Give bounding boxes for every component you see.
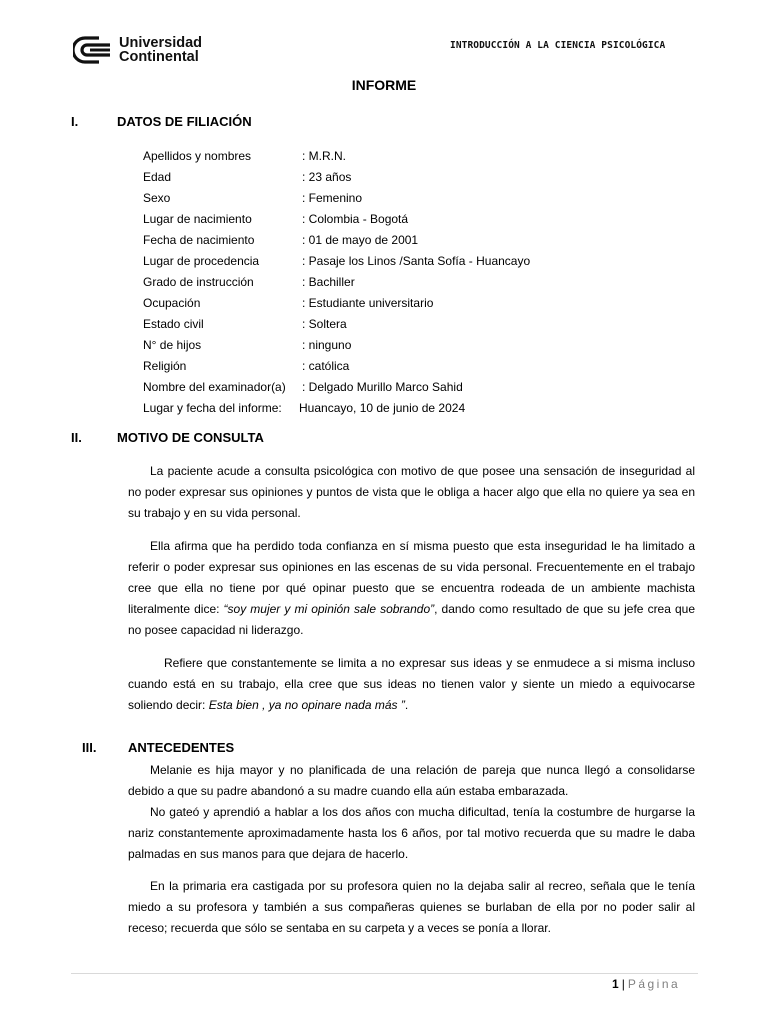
antecedentes-paragraph-2 bbox=[128, 802, 695, 865]
page-label: Página bbox=[627, 977, 681, 991]
document-title: INFORME bbox=[351, 77, 417, 93]
filiation-row bbox=[143, 211, 623, 232]
paragraph-text: En la primaria era castigada por su profesora quien no la dejaba salir al recreo, señala que le tenía miedo a su profesora y también a sus compañeras quienes se burlaban de ella por no poder salir al receso; recuerda que sólo se sentaba en su carpeta y a veces se ponía a llorar. bbox=[128, 879, 695, 935]
field-value: : Bachiller bbox=[302, 275, 355, 289]
field-label: N° de hijos bbox=[143, 338, 202, 352]
antecedentes-paragraph-3 bbox=[128, 876, 695, 939]
field-value: : Colombia - Bogotá bbox=[302, 212, 409, 226]
field-value: : 23 años bbox=[302, 170, 352, 184]
field-label: Ocupación bbox=[143, 296, 201, 310]
field-label: Nombre del examinador(a) bbox=[143, 380, 286, 394]
filiation-row bbox=[143, 400, 623, 421]
paragraph-text: , dando como resultado de que su jefe crea que no posee capacidad ni liderazgo. bbox=[128, 602, 696, 637]
footer-divider bbox=[71, 973, 698, 974]
field-label: Lugar de nacimiento bbox=[143, 212, 252, 226]
section-number: I. bbox=[71, 114, 79, 129]
field-value: : ninguno bbox=[302, 338, 352, 352]
section-title: ANTECEDENTES bbox=[128, 740, 235, 755]
motivo-paragraph-1 bbox=[128, 461, 695, 524]
field-value: Huancayo, 10 de junio de 2024 bbox=[299, 401, 466, 415]
section-title: MOTIVO DE CONSULTA bbox=[117, 430, 264, 445]
filiation-row bbox=[143, 253, 623, 274]
page-separator: | bbox=[621, 977, 625, 991]
field-label: Lugar de procedencia bbox=[143, 254, 260, 268]
field-label: Apellidos y nombres bbox=[143, 149, 252, 163]
section-number: II. bbox=[71, 430, 82, 445]
university-logo bbox=[73, 33, 202, 67]
field-value: : católica bbox=[302, 359, 350, 373]
quote-text: “soy mujer y mi opinión sale sobrando” bbox=[223, 602, 435, 616]
field-label: Fecha de nacimiento bbox=[143, 233, 255, 247]
field-label: Estado civil bbox=[143, 317, 204, 331]
filiation-row bbox=[143, 190, 623, 211]
field-value: : Pasaje los Linos /Santa Sofía - Huancayo bbox=[302, 254, 531, 268]
motivo-paragraph-2 bbox=[128, 536, 695, 641]
paragraph-text: Refiere que constantemente se limita a no expresar sus ideas y se enmudece a si misma incluso cuando está en su trabajo, ella cree que sus ideas no tienen valor y siente un miedo a equivocarse soliendo decir: bbox=[128, 656, 695, 712]
field-value: : M.R.N. bbox=[302, 149, 346, 163]
paragraph-text: No gateó y aprendió a hablar a los dos años con mucha dificultad, tenía la costumbre de hurgarse la nariz constantemente aproximadamente hasta los 6 años, por tal motivo recuerda que su madre le daba palmadas en sus manos para que dejara de hacerlo. bbox=[128, 805, 695, 861]
filiation-row bbox=[143, 316, 623, 337]
field-label: Grado de instrucción bbox=[143, 275, 254, 289]
filiation-row bbox=[143, 358, 623, 379]
section-number: III. bbox=[82, 740, 97, 755]
filiation-row bbox=[143, 337, 623, 358]
quote-text: Esta bien , ya no opinare nada más ” bbox=[208, 698, 405, 712]
continental-logo-icon bbox=[73, 35, 113, 65]
field-label: Religión bbox=[143, 359, 187, 373]
filiation-row bbox=[143, 232, 623, 253]
page-number bbox=[612, 977, 680, 991]
paragraph-text: Melanie es hija mayor y no planificada de una relación de pareja que nunca llegó a consolidarse debido a que su padre abandonó a su madre cuando ella aún estaba embarazada. bbox=[128, 763, 695, 798]
field-label: Sexo bbox=[143, 191, 171, 205]
filiation-data bbox=[143, 148, 623, 421]
field-value: : Soltera bbox=[302, 317, 347, 331]
antecedentes-paragraph-1 bbox=[128, 760, 695, 802]
course-title: INTRODUCCIÓN A LA CIENCIA PSICOLÓGICA bbox=[450, 40, 666, 51]
motivo-paragraph-3 bbox=[128, 653, 695, 716]
page-number-value: 1 bbox=[612, 977, 619, 991]
logo-wordmark bbox=[119, 36, 202, 64]
field-label: Edad bbox=[143, 170, 172, 184]
filiation-row bbox=[143, 169, 623, 190]
logo-line-1: Universidad bbox=[119, 35, 202, 51]
section-title: DATOS DE FILIACIÓN bbox=[117, 114, 252, 129]
filiation-row bbox=[143, 148, 623, 169]
logo-line-2: Continental bbox=[119, 49, 199, 65]
field-value: : 01 de mayo de 2001 bbox=[302, 233, 419, 247]
filiation-row bbox=[143, 295, 623, 316]
paragraph-text: La paciente acude a consulta psicológica con motivo de que posee una sensación de inseguridad al no poder expresar sus opiniones y puntos de vista que le obliga a hacer algo que ella no quiere ya sea en su trabajo y en su vida personal. bbox=[128, 464, 695, 520]
field-value: : Estudiante universitario bbox=[302, 296, 434, 310]
filiation-row bbox=[143, 274, 623, 295]
filiation-row bbox=[143, 379, 623, 400]
field-value: : Delgado Murillo Marco Sahid bbox=[302, 380, 463, 394]
paragraph-text: . bbox=[404, 698, 409, 712]
field-label: Lugar y fecha del informe: bbox=[143, 401, 282, 415]
field-value: : Femenino bbox=[302, 191, 363, 205]
paragraph-text: Ella afirma que ha perdido toda confianza en sí misma puesto que esta inseguridad le ha limitado a referir o poder expresar sus opiniones en las escenas de su vida personal. Frecuentemente en el trabajo cree que ella no tiene por qué opinar puesto que se encuentra rodeada de un ambiente machista literalmente dice: bbox=[128, 539, 695, 616]
